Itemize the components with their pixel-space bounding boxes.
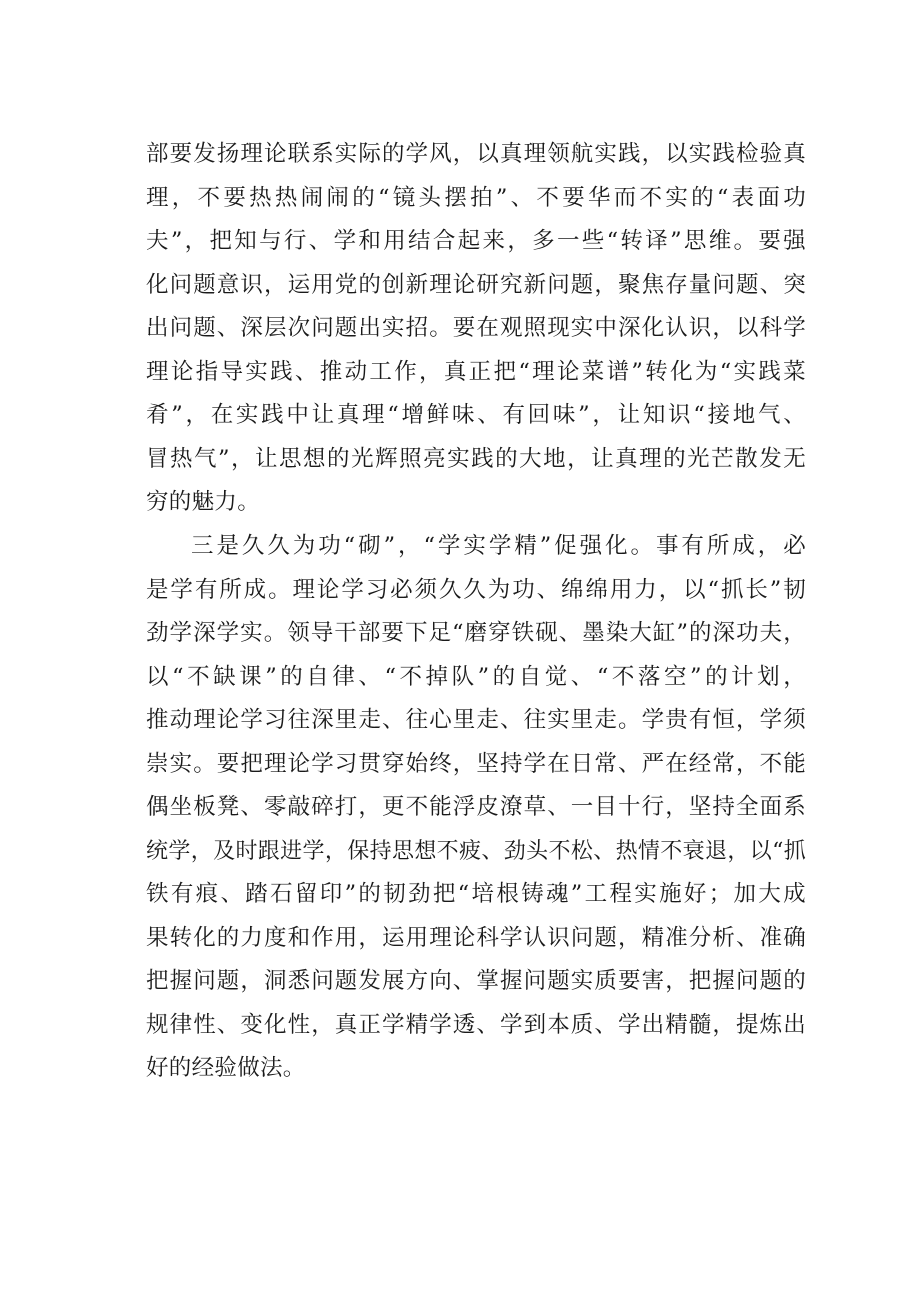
text-line: 化问题意识，运用党的创新理论研究新问题，聚焦存量问题、突 bbox=[146, 271, 806, 298]
text-line: 把握问题，洞悉问题发展方向、掌握问题实质要害，把握问题的 bbox=[146, 968, 806, 994]
paragraph-continuation bbox=[146, 133, 806, 525]
text-line: 夫”，把知与行、学和用结合起来，多一些“转译”思维。要强 bbox=[146, 228, 806, 254]
text-line-last: 好的经验做法。 bbox=[146, 1055, 306, 1081]
text-line: 冒热气”，让思想的光辉照亮实践的大地，让真理的光芒散发无 bbox=[146, 445, 806, 472]
text-line: 肴”，在实践中让真理“增鲜味、有回味”，让知识“接地气、 bbox=[146, 402, 806, 428]
text-line: 规律性、变化性，真正学精学透、学到本质、学出精髓，提炼出 bbox=[146, 1011, 806, 1038]
text-line: 偶坐板凳、零敲碎打，更不能浮皮潦草、一目十行，坚持全面系 bbox=[146, 794, 806, 820]
text-line: 出问题、深层次问题出实招。要在观照现实中深化认识，以科学 bbox=[146, 315, 806, 341]
text-line: 统学，及时跟进学，保持思想不疲、劲头不松、热情不衰退，以“抓 bbox=[146, 838, 806, 864]
text-line: 铁有痕、踏石留印”的韧劲把“培根铸魂”工程实施好；加大成 bbox=[146, 881, 806, 907]
text-line: 理，不要热热闹闹的“镜头摆拍”、不要华而不实的“表面功 bbox=[146, 184, 806, 211]
text-line: 以“不缺课”的自律、“不掉队”的自觉、“不落空”的计划， bbox=[146, 663, 806, 690]
paragraph-three bbox=[146, 525, 806, 1091]
text-line: 是学有所成。理论学习必须久久为功、绵绵用力，以“抓长”韧 bbox=[146, 576, 806, 603]
text-line: 理论指导实践、推动工作，真正把“理论菜谱”转化为“实践菜 bbox=[146, 358, 806, 385]
text-line: 果转化的力度和作用，运用理论科学认识问题，精准分析、准确 bbox=[146, 924, 806, 951]
text-line-first: 三是久久为功“砌”，“学实学精”促强化。事有所成，必 bbox=[191, 533, 806, 559]
text-line: 劲学深学实。领导干部要下足“磨穿铁砚、墨染大缸”的深功夫， bbox=[146, 620, 806, 646]
text-line: 崇实。要把理论学习贯穿始终，坚持学在日常、严在经常，不能 bbox=[146, 750, 806, 777]
text-line-last: 穷的魅力。 bbox=[146, 489, 261, 515]
text-line: 部要发扬理论联系实际的学风，以真理领航实践，以实践检验真 bbox=[146, 141, 806, 167]
text-line: 推动理论学习往深里走、往心里走、往实里走。学贵有恒，学须 bbox=[146, 707, 806, 733]
